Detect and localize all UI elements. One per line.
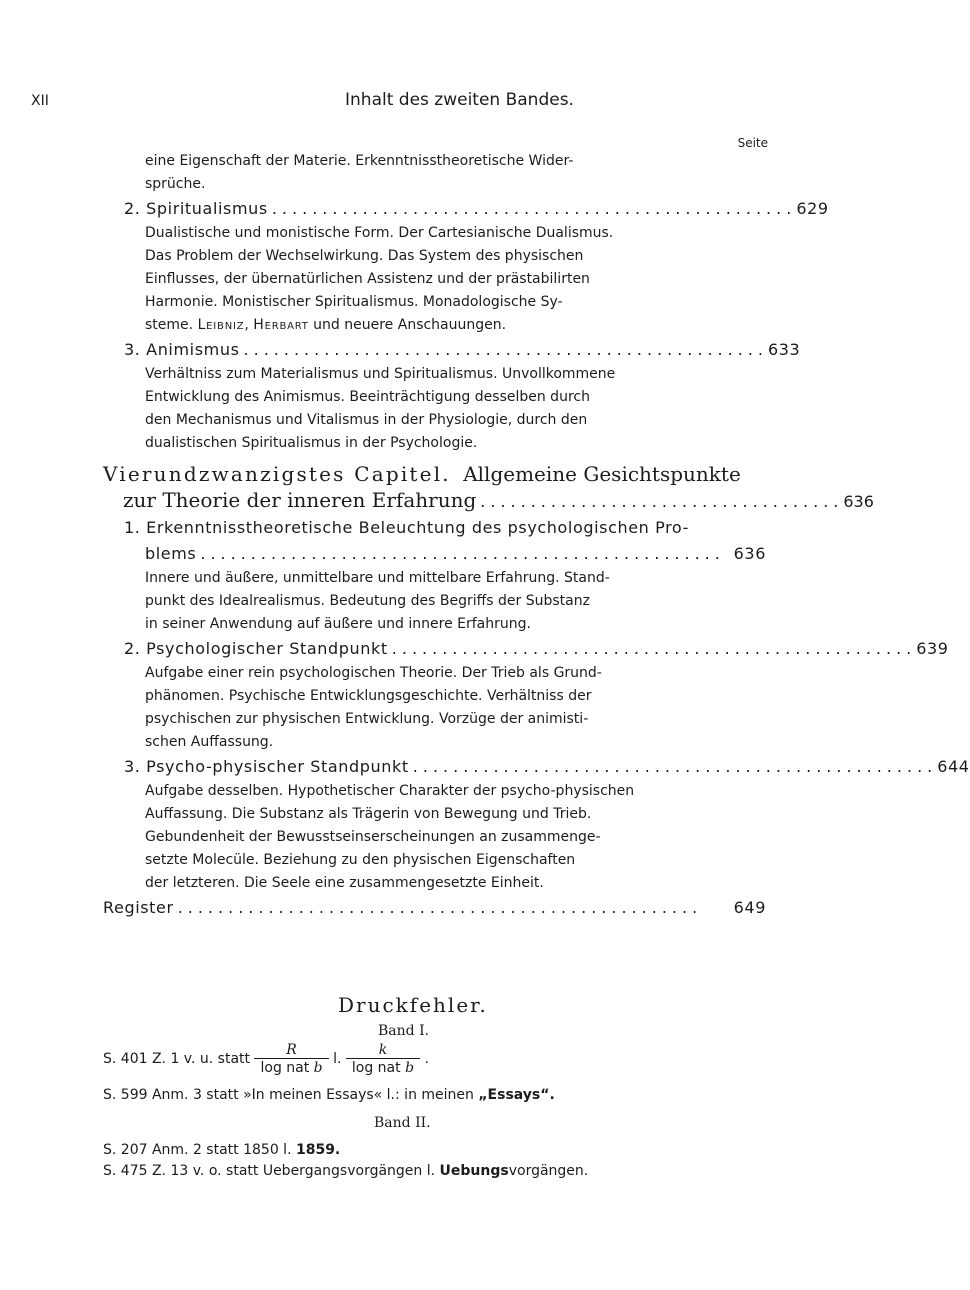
separator: , [244, 317, 249, 333]
toc-page-number: 639 [916, 639, 949, 658]
entry-description-line: Gebundenheit der Bewusstseinserscheinungen an zusammenge- [145, 829, 601, 845]
chapter-ordinal: Vierundzwanzigstes Capitel. [103, 462, 451, 486]
formula-denominator [254, 1058, 328, 1075]
entry-description-line [145, 314, 506, 337]
errata-text: S. 207 Anm. 2 statt 1850 l. [103, 1142, 296, 1158]
leader-dots: .................................................... [391, 639, 917, 658]
entry-description-line: Verhältniss zum Materialismus und Spiritualismus. Unvollkommene [145, 366, 616, 382]
leader-dots: .................................................... [177, 898, 703, 917]
errata-text: S. 401 Z. 1 v. u. statt [103, 1051, 251, 1067]
toc-entry-spiritualismus [124, 199, 829, 218]
errata-entry [103, 1043, 429, 1075]
formula-variable: b [405, 1060, 415, 1076]
entry-description-line: Harmonie. Monistischer Spiritualismus. Monadologische Sy- [145, 294, 563, 310]
entry-description-line: schen Auffassung. [145, 734, 274, 750]
continuation-line: eine Eigenschaft der Materie. Erkenntnisstheoretische Wider- [145, 153, 574, 169]
toc-page-number: 633 [767, 340, 801, 359]
page-column-label: Seite [737, 136, 768, 150]
errata-entry [103, 1163, 588, 1179]
entry-description-line: den Mechanismus und Vitalismus in der Physiologie, durch den [145, 412, 588, 428]
toc-page-number: 636 [843, 492, 874, 511]
errata-correction: „Essays“. [478, 1087, 555, 1103]
entry-description-line: Aufgabe desselben. Hypothetischer Charakter der psycho-physischen [145, 783, 635, 799]
chapter-title: Allgemeine Gesichtspunkte [463, 462, 741, 486]
toc-entry-label: 2. Spiritualismus [124, 199, 268, 218]
volume-label: Band II. [374, 1115, 431, 1131]
entry-description-line: Entwicklung des Animismus. Beeinträchtigung desselben durch [145, 389, 590, 405]
entry-description-line: in seiner Anwendung auf äußere und innere Erfahrung. [145, 616, 531, 632]
leader-dots: .................................................... [412, 757, 938, 776]
entry-description-line: Dualistische und monistische Form. Der Cartesianische Dualismus. [145, 225, 614, 241]
toc-entry-psychophysisch [124, 757, 970, 776]
errata-text: S. 475 Z. 13 v. o. statt Uebergangsvorgängen l. [103, 1163, 440, 1179]
toc-page-number: 644 [937, 757, 970, 776]
errata-text: . [424, 1051, 429, 1067]
formula-fraction [254, 1043, 328, 1075]
toc-entry-label: 1. Erkenntnisstheoretische Beleuchtung des psychologischen Pro- [124, 518, 689, 537]
page-number: XII [31, 93, 49, 109]
leader-dots: .................................................... [243, 340, 768, 359]
chapter-title-line [123, 488, 874, 512]
errata-text: S. 599 Anm. 3 statt »In meinen Essays« l.: in meinen [103, 1087, 479, 1103]
author-name: Leibniz [197, 317, 245, 333]
toc-entry-label: blems [145, 544, 197, 563]
description-text: und neuere Anschauungen. [313, 317, 507, 333]
entry-description-line: dualistischen Spiritualismus in der Psychologie. [145, 435, 478, 451]
toc-entry-erkenntnis [145, 544, 766, 563]
formula-numerator: R [286, 1042, 297, 1058]
toc-entry-label: 3. Animismus [124, 340, 240, 359]
running-title: Inhalt des zweiten Bandes. [345, 90, 574, 110]
formula-denominator [346, 1058, 420, 1075]
formula-text: log nat [260, 1060, 314, 1076]
errata-text: l. [333, 1051, 342, 1067]
errata-entry [103, 1087, 555, 1103]
toc-entry-label: 3. Psycho-physischer Standpunkt [124, 757, 409, 776]
formula-numerator: k [378, 1042, 388, 1058]
author-name: Herbart [253, 317, 309, 333]
entry-description-line: psychischen zur physischen Entwicklung. Vorzüge der animisti- [145, 711, 589, 727]
chapter-heading [103, 462, 741, 486]
formula-variable: b [313, 1060, 323, 1076]
errata-text: vorgängen. [508, 1163, 589, 1179]
toc-page-number: 649 [733, 898, 766, 917]
entry-description-line: Aufgabe einer rein psychologischen Theorie. Der Trieb als Grund- [145, 665, 602, 681]
leader-dots: .................................................... [271, 199, 797, 218]
entry-description-line: der letzteren. Die Seele eine zusammengesetzte Einheit. [145, 875, 544, 891]
toc-entry-animismus [124, 340, 801, 359]
entry-description-line: Auffassung. Die Substanz als Trägerin von Bewegung und Trieb. [145, 806, 592, 822]
volume-label: Band I. [378, 1023, 430, 1039]
errata-heading: Druckfehler. [338, 993, 488, 1017]
leader-dots: .................................................... [200, 544, 725, 563]
errata-correction: 1859. [295, 1142, 341, 1158]
entry-description-line: phänomen. Psychische Entwicklungsgeschichte. Verhältniss der [145, 688, 592, 704]
description-text: steme. [145, 317, 194, 333]
entry-description-line: Innere und äußere, unmittelbare und mittelbare Erfahrung. Stand- [145, 570, 610, 586]
chapter-title-continued: zur Theorie der inneren Erfahrung [123, 488, 477, 512]
toc-entry-label: 2. Psychologischer Standpunkt [124, 639, 388, 658]
toc-entry-psychologischer [124, 639, 949, 658]
entry-description-line: Das Problem der Wechselwirkung. Das System des physischen [145, 248, 584, 264]
entry-description-line: punkt des Idealrealismus. Bedeutung des Begriffs der Substanz [145, 593, 590, 609]
leader-dots: .................................... [480, 492, 844, 511]
toc-entry-label: Register [103, 898, 174, 917]
continuation-line: sprüche. [145, 176, 206, 192]
entry-description-line: setzte Molecüle. Beziehung zu den physischen Eigenschaften [145, 852, 576, 868]
formula-fraction [346, 1043, 420, 1075]
errata-entry [103, 1142, 340, 1158]
toc-entry-register [103, 898, 766, 917]
toc-page-number: 629 [796, 199, 829, 218]
toc-page-number: 636 [733, 544, 766, 563]
entry-description-line: Einflusses, der übernatürlichen Assistenz und der prästabilirten [145, 271, 590, 287]
formula-text: log nat [351, 1060, 406, 1076]
errata-correction: Uebungs [439, 1163, 509, 1179]
